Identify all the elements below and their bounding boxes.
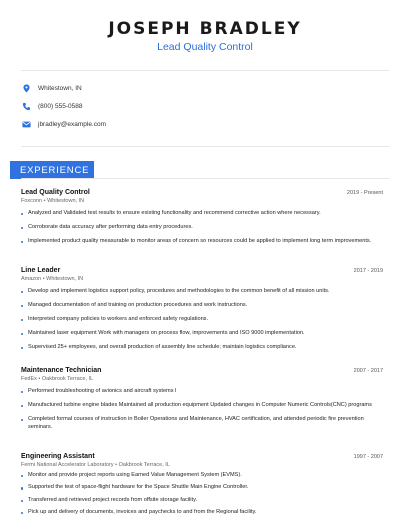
job-bullet: Maintained laser equipment Work with managers on process flow, improvements and ISO 9000 implementation. xyxy=(21,330,383,338)
job-entry xyxy=(21,267,383,358)
contact-location-text: Whitestown, IN xyxy=(38,85,82,92)
job-bullets xyxy=(21,288,383,352)
job-company: Fermi National Accelerator Laboratory • Oakbrook Terrace, IL xyxy=(21,462,170,468)
job-company: Foxconn • Whitestown, IN xyxy=(21,198,85,204)
job-title: Lead Quality Control xyxy=(21,189,90,196)
job-dates: 2019 - Present xyxy=(346,190,383,196)
job-bullet: Corroborate data accuracy after performing data entry procedures. xyxy=(21,224,383,232)
job-title: Engineering Assistant xyxy=(21,453,95,460)
job-bullet: Pick up and delivery of documents, invoices and paychecks to and from the Regional facility. xyxy=(21,509,383,517)
job-bullet: Monitor and provide project reports using Earned Value Management System (EVMS). xyxy=(21,472,383,480)
job-entry xyxy=(21,189,383,252)
job-bullet: Completed formal courses of instruction in Boiler Operations and Maintenance, HVAC certification, and attended periodic fire prevention seminars. xyxy=(21,416,383,432)
job-bullet: Supervised 25+ employees, and overall production of assembly line schedule; maintain logistics compliance. xyxy=(21,344,383,352)
job-bullets xyxy=(21,388,383,432)
candidate-name: JOSEPH BRADLEY xyxy=(108,19,302,39)
email-icon xyxy=(22,120,31,129)
job-bullet: Develop and implement logistics support policy, procedures and methodologies to the common benefit of all mission units. xyxy=(21,288,383,296)
job-entry xyxy=(21,367,383,438)
resume-header xyxy=(0,0,410,54)
job-bullet: Analyzed and Validated test results to ensure existing functionality and recommend corrective action where necessary. xyxy=(21,210,383,218)
job-title: Maintenance Technician xyxy=(21,367,102,374)
contact-location xyxy=(22,84,82,93)
contact-phone xyxy=(22,102,82,111)
contact-phone-text: (800) 555-0588 xyxy=(38,103,83,110)
location-pin-icon xyxy=(22,84,31,93)
job-bullet: Supported the test of space-flight hardware for the Space Shuttle Main Engine Controller. xyxy=(21,484,383,492)
job-bullets xyxy=(21,472,383,517)
section-divider xyxy=(21,178,389,179)
job-company: FedEx • Oakbrook Terrace, IL xyxy=(21,376,94,382)
contact-email-text[interactable]: jbradley@example.com xyxy=(38,121,107,128)
job-bullet: Interpreted company policies to workers and enforced safety regulations. xyxy=(21,316,383,324)
phone-icon xyxy=(22,102,31,111)
header-divider xyxy=(21,70,389,71)
job-company: Amazon • Whitestown, IN xyxy=(21,276,84,282)
job-bullets xyxy=(21,210,383,246)
contact-email[interactable] xyxy=(22,120,106,129)
job-bullet: Implemented product quality measurable to monitor areas of concern so resources could be applied to implement long term improvements. xyxy=(21,238,383,246)
job-title: Line Leader xyxy=(21,267,61,274)
job-bullet: Managed documentation of and training on production procedures and work instructions. xyxy=(21,302,383,310)
job-dates: 2017 - 2019 xyxy=(353,268,383,274)
candidate-job-title: Lead Quality Control xyxy=(157,41,253,53)
job-dates: 1997 - 2007 xyxy=(353,454,383,460)
contact-divider xyxy=(21,146,389,147)
job-entry xyxy=(21,453,383,517)
job-bullet: Performed troubleshooting of avionics and aircraft systems l xyxy=(21,388,383,396)
experience-section-heading: EXPERIENCE xyxy=(10,161,94,179)
job-bullet: Manufactured turbine engine blades Maintained all production equipment Updated changes in Computer Numeric Controls(CNC) programs xyxy=(21,402,383,410)
job-bullet: Transferred and retrieved project records from offsite storage facility. xyxy=(21,497,383,505)
job-dates: 2007 - 2017 xyxy=(353,368,383,374)
